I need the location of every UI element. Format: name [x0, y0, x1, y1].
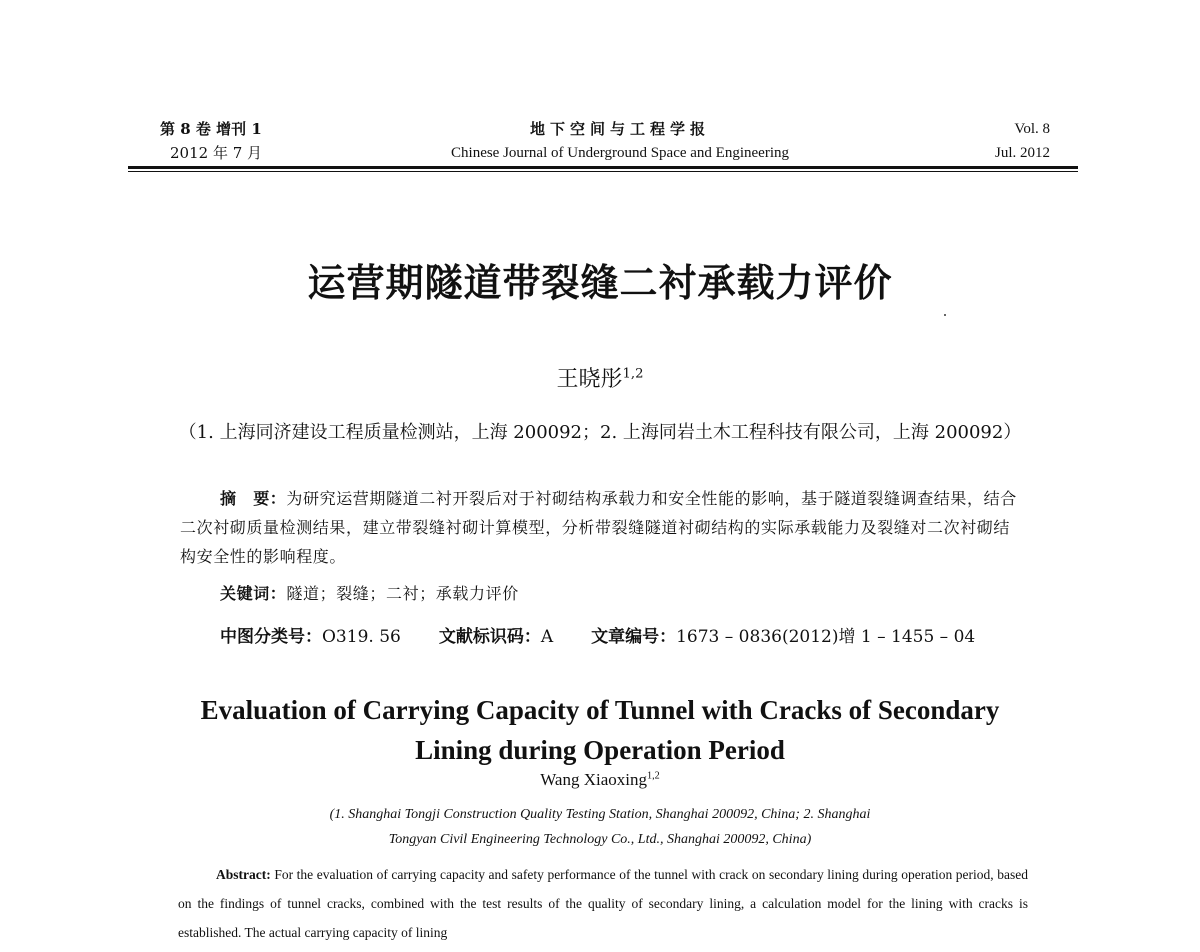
- clc-value: O319. 56: [322, 627, 401, 647]
- affiliation-en-line1: (1. Shanghai Tongji Construction Quality Testing Station, Shanghai 200092, China; 2. Shanghai: [329, 807, 871, 822]
- article-number-value: 1673 – 0836(2012)增 1 – 1455 – 04: [676, 627, 976, 647]
- doc-code-label: 文献标识码：: [438, 627, 541, 647]
- paper-title-en: [0, 690, 1200, 770]
- author-affil-marker-cn: 1,2: [622, 366, 644, 382]
- abstract-en: [178, 860, 1028, 947]
- author-name-en: Wang Xiaoxing: [540, 770, 647, 789]
- journal-name: [380, 117, 860, 165]
- volume-issue: 第 8 卷 增刊 1: [160, 120, 262, 138]
- journal-volume-info: [160, 117, 262, 165]
- affiliation-en: [150, 802, 1050, 852]
- header-rule-thick: [128, 166, 1078, 169]
- affiliation-cn: （1. 上海同济建设工程质量检测站，上海 200092；2. 上海同岩土木工程科技有限公司，上海 200092）: [178, 422, 1022, 443]
- abstract-label-en: Abstract:: [216, 867, 271, 882]
- keywords-text-cn: 隧道；裂缝；二衬；承载力评价: [286, 584, 519, 603]
- article-number-label: 文章编号：: [591, 627, 677, 647]
- paper-title-en-line1: Evaluation of Carrying Capacity of Tunnel with Cracks of Secondary: [200, 695, 1000, 725]
- paper-title-cn: 运营期隧道带裂缝二衬承载力评价: [307, 260, 893, 305]
- author-affil-marker-en: 1,2: [647, 770, 660, 782]
- scan-speck: [944, 314, 946, 316]
- abstract-text-cn: 为研究运营期隧道二衬开裂后对于衬砌结构承载力和安全性能的影响，基于隧道裂缝调查结果，结合二次衬砌质量检测结果，建立带裂缝衬砌计算模型，分析带裂缝隧道衬砌结构的实际承载能力及裂缝对二次衬砌结构安全性的影响程度。: [180, 489, 1017, 566]
- abstract-label-cn: 摘 要：: [220, 489, 287, 508]
- paper-title-en-line2: Lining during Operation Period: [415, 735, 785, 765]
- author-cn: [0, 362, 1200, 393]
- author-en: [0, 770, 1200, 790]
- journal-name-cn: 地下空间与工程学报: [529, 120, 710, 138]
- vol-date: Jul. 2012: [994, 145, 1050, 161]
- classification-line: [220, 625, 975, 649]
- abstract-cn: [180, 484, 1025, 571]
- author-name-cn: 王晓彤: [556, 367, 623, 392]
- vol-number: Vol. 8: [1014, 121, 1050, 137]
- doc-code-value: A: [540, 627, 554, 647]
- keywords-cn: [220, 582, 519, 606]
- journal-vol-date: [960, 117, 1050, 165]
- abstract-text-en: For the evaluation of carrying capacity and safety performance of the tunnel with crack on secondary lining during operation period, based on the findings of tunnel cracks, combined with the test results of the quality of secondary lining, a calculation model for the lining with cracks is established. The actual carrying capacity of lining: [178, 867, 1028, 940]
- header-rule-thin: [128, 171, 1078, 172]
- journal-name-en: Chinese Journal of Underground Space and Engineering: [451, 145, 789, 161]
- affiliation-en-line2: Tongyan Civil Engineering Technology Co., Ltd., Shanghai 200092, China): [388, 832, 812, 847]
- clc-label: 中图分类号：: [220, 627, 322, 647]
- keywords-label-cn: 关键词：: [220, 584, 287, 603]
- publication-month: 2012 年 7 月: [170, 144, 263, 162]
